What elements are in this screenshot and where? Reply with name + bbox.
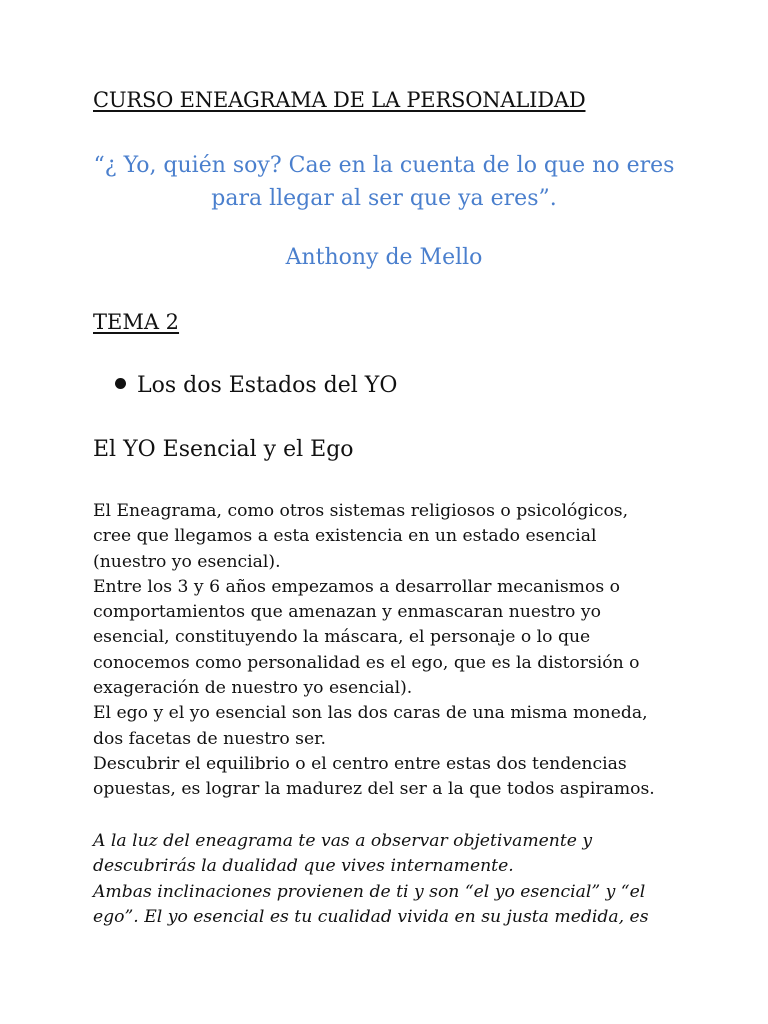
quote-line: para llegar al ser que ya eres”. xyxy=(211,186,557,211)
tema-heading: TEMA 2 xyxy=(93,310,180,334)
bullet-icon xyxy=(115,378,126,389)
bullet-item-label: Los dos Estados del YO xyxy=(137,373,398,398)
bullet-item xyxy=(115,373,397,398)
document-title: CURSO ENEAGRAMA DE LA PERSONALIDAD xyxy=(93,88,586,112)
body-line: (nuestro yo esencial). xyxy=(93,551,281,572)
italic-paragraph xyxy=(93,829,693,930)
body-line: conocemos como personalidad es el ego, que es la distorsión o xyxy=(93,652,640,673)
body-line: exageración de nuestro yo esencial). xyxy=(93,678,413,699)
body-paragraph xyxy=(93,499,693,803)
quote-author: Anthony de Mello xyxy=(285,245,483,270)
body-line: comportamientos que amenazan y enmascaran nuestro yo xyxy=(93,602,601,623)
italic-line: A la luz del eneagrama te vas a observar objetivamente y xyxy=(93,831,593,851)
bullet-list xyxy=(115,373,397,398)
italic-line: ego”. El yo esencial es tu cualidad vivida en su justa medida, es xyxy=(93,906,649,927)
quote-line: “¿ Yo, quién soy? Cae en la cuenta de lo que no eres xyxy=(93,153,675,178)
body-line: dos facetas de nuestro ser. xyxy=(93,728,326,749)
body-line: El Eneagrama, como otros sistemas religiosos o psicológicos, xyxy=(93,501,629,521)
body-line: opuestas, es lograr la madurez del ser a la que todos aspiramos. xyxy=(93,779,655,800)
italic-line: Ambas inclinaciones provienen de ti y son “el yo esencial” y “el xyxy=(93,881,646,902)
body-line: Entre los 3 y 6 años empezamos a desarrollar mecanismos o xyxy=(93,576,620,597)
body-line: esencial, constituyendo la máscara, el personaje o lo que xyxy=(93,627,591,648)
italic-line: descubrirás la dualidad que vives internamente. xyxy=(93,856,514,877)
body-line: Descubrir el equilibrio o el centro entre estas dos tendencias xyxy=(93,753,627,774)
section-heading: El YO Esencial y el Ego xyxy=(93,437,354,462)
body-line: cree que llegamos a esta existencia en un estado esencial xyxy=(93,526,597,547)
epigraph-quote xyxy=(60,149,708,215)
body-line: El ego y el yo esencial son las dos caras de una misma moneda, xyxy=(93,703,648,724)
